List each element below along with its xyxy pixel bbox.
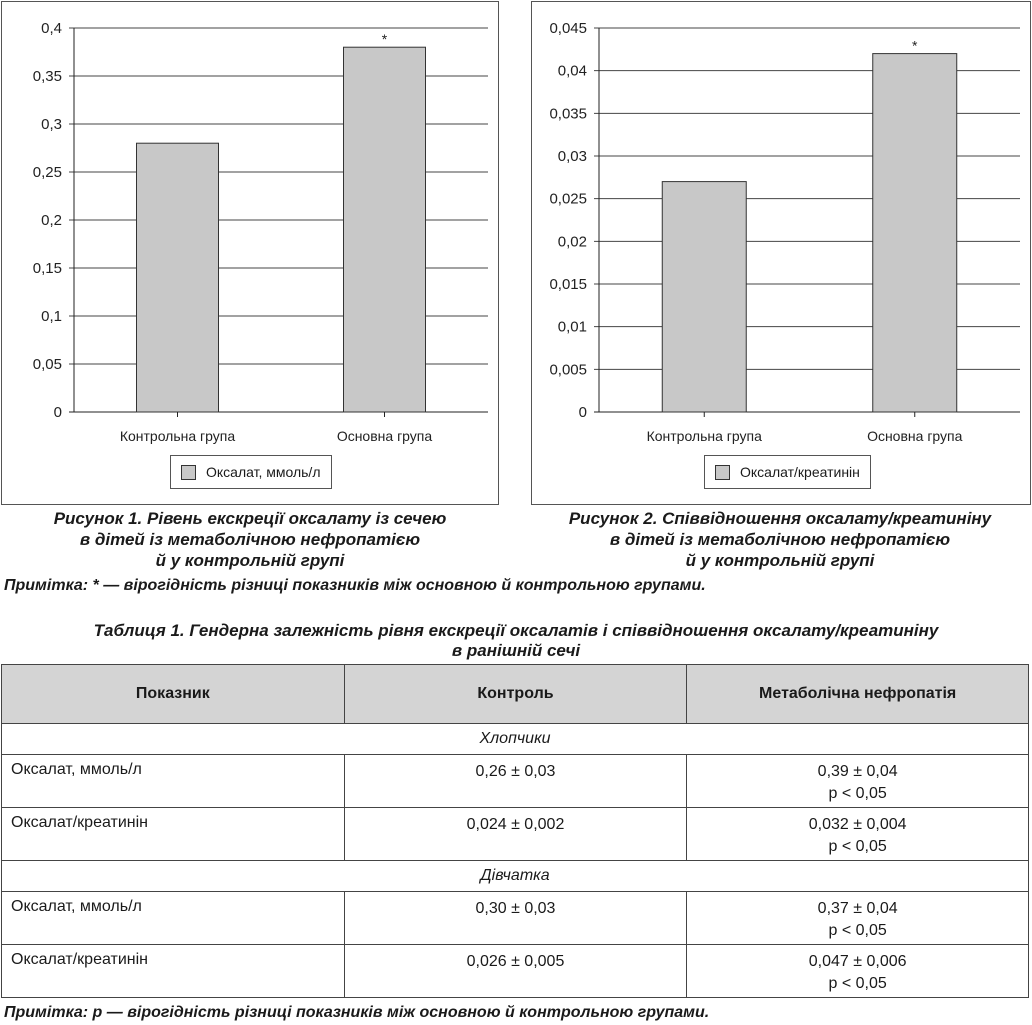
caption-line: й у контрольній групі [685,551,875,570]
control-value: 0,024 ± 0,002 [344,808,687,861]
y-tick-label: 0,02 [557,233,587,251]
x-tick-label: Основна група [867,428,963,444]
table-title-line: Таблиця 1. Гендерна залежність рівня екскреції оксалатів і співвідношення оксалату/креатиніну [93,621,939,640]
mn-mean: 0,047 ± 0,006 [808,953,907,970]
y-tick-label: 0,015 [549,276,587,293]
table-title [0,621,1032,661]
mn-value [687,945,1029,998]
y-tick-label: 0,005 [549,361,587,379]
caption-line: Рисунок 1. Рівень екскреції оксалату із сечею [53,509,447,528]
p-value: р < 0,05 [828,838,887,855]
caption-line: Рисунок 2. Співвідношення оксалату/креатиніну [568,509,992,528]
table-row [2,808,1029,861]
p-value: р < 0,05 [828,922,887,939]
bar [662,182,746,412]
section-boys: Хлопчики [2,724,1029,755]
y-tick-label: 0 [578,404,587,421]
x-tick-label: Контрольна група [646,428,762,444]
y-tick-label: 0,04 [557,62,587,80]
figure-2-caption [530,508,1030,571]
table-note: Примітка: р — вірогідність різниці показників між основною й контрольною групами. [4,1004,710,1021]
y-tick-label: 0,025 [549,190,587,208]
x-tick-label: Основна група [336,428,433,444]
control-value: 0,30 ± 0,03 [344,892,687,945]
chart-1 [1,1,499,505]
y-tick-label: 0,25 [32,164,62,181]
caption-line: й у контрольній групі [155,551,345,570]
row-label: Оксалат/креатинін [2,945,345,998]
section-girls: Дівчатка [2,861,1029,892]
y-tick-label: 0,035 [549,105,587,123]
row-label: Оксалат/креатинін [2,808,345,861]
bar [137,143,219,412]
section-row [2,861,1029,892]
y-tick-label: 0,01 [557,318,587,336]
chart-2 [531,1,1031,505]
significance-marker: * [912,37,918,54]
bar [873,54,957,412]
significance-marker: * [381,31,388,48]
figure-note: Примітка: * — вірогідність різниці показників між основною й контрольною групами. [4,577,706,594]
y-tick-label: 0,03 [557,148,587,165]
p-value: р < 0,05 [828,785,887,802]
legend-swatch [181,465,196,480]
bar [344,47,426,412]
control-value: 0,026 ± 0,005 [344,945,687,998]
mn-value [687,808,1029,861]
control-value: 0,26 ± 0,03 [344,755,687,808]
y-tick-label: 0,4 [41,20,62,37]
header-indicator: Показник [2,665,345,724]
mn-value [687,755,1029,808]
chart-1-legend [170,455,332,489]
data-table [1,664,1029,998]
section-row [2,724,1029,755]
chart-2-plot [532,2,1030,504]
caption-line: в дітей із метаболічною нефропатією [609,530,951,549]
mn-mean: 0,39 ± 0,04 [817,763,898,780]
mn-value [687,892,1029,945]
chart-2-legend [704,455,871,489]
table-header-row [2,665,1029,724]
caption-line: в дітей із метаболічною нефропатією [79,530,421,549]
header-metabolic-nephropathy: Метаболічна нефропатія [687,665,1029,724]
header-control: Контроль [344,665,687,724]
y-tick-label: 0,2 [41,212,62,229]
mn-mean: 0,37 ± 0,04 [817,900,898,917]
chart-1-legend-label: Оксалат, ммоль/л [206,464,321,480]
table-row [2,755,1029,808]
y-tick-label: 0,1 [41,308,62,325]
y-tick-label: 0,35 [32,68,62,85]
chart-2-legend-label: Оксалат/креатинін [740,464,860,480]
chart-1-plot [2,2,498,504]
row-label: Оксалат, ммоль/л [2,755,345,808]
y-tick-label: 0,3 [41,116,62,133]
p-value: р < 0,05 [828,975,887,992]
y-tick-label: 0,045 [549,20,587,37]
legend-swatch [715,465,730,480]
table-title-line: в ранішній сечі [451,641,581,660]
table-row [2,892,1029,945]
y-tick-label: 0 [53,404,62,421]
figure-1-caption [0,508,500,571]
x-tick-label: Контрольна група [119,428,236,444]
mn-mean: 0,032 ± 0,004 [808,816,907,833]
table-row [2,945,1029,998]
y-tick-label: 0,05 [32,356,62,373]
row-label: Оксалат, ммоль/л [2,892,345,945]
y-tick-label: 0,15 [32,260,62,277]
